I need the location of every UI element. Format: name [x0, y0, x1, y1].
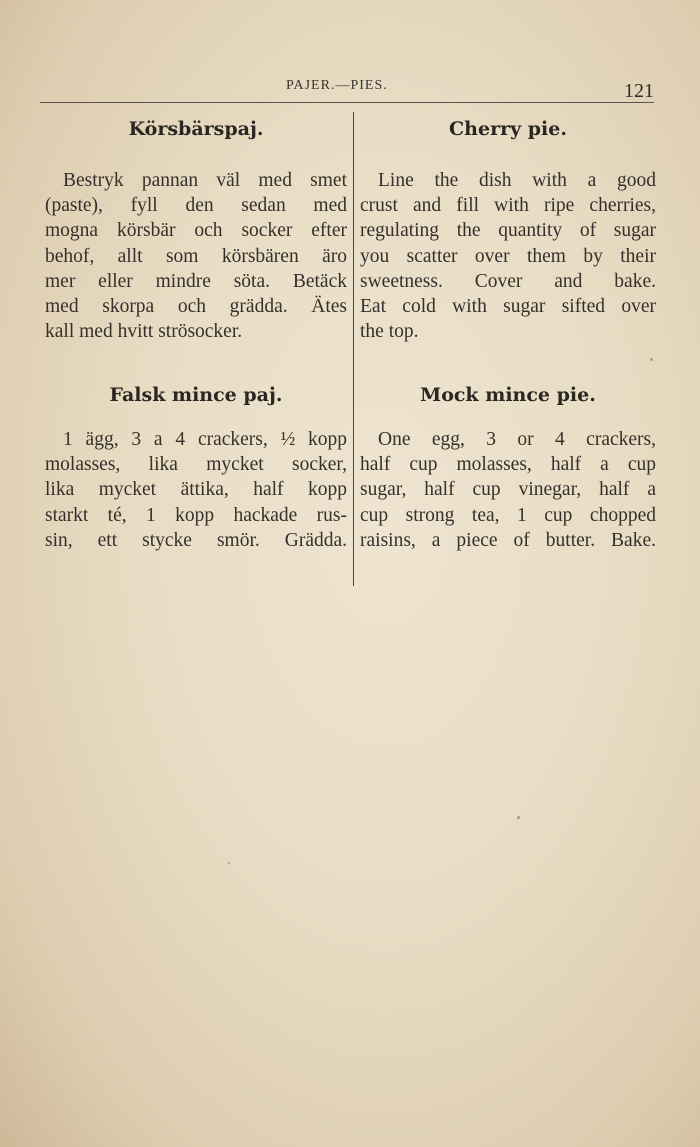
text-line: mogna körsbär och socker efter — [45, 220, 347, 242]
recipe-title-falsk-mince-paj: Falsk mince paj. — [109, 384, 283, 406]
text-line: One egg, 3 or 4 crackers, — [378, 429, 656, 450]
text-line: raisins, a piece of butter. Bake. — [360, 529, 656, 551]
recipe-title-korsbarspaj: Körsbärspaj. — [128, 118, 264, 140]
text-line: you scatter over them by their — [360, 245, 656, 267]
text-line: crust and fill with ripe cherries, — [360, 195, 656, 217]
text-line: Eat cold with sugar sifted over — [360, 296, 656, 318]
text-line: Line the dish with a good — [378, 170, 656, 191]
text-line: mer eller mindre söta. Betäck — [45, 270, 347, 292]
paper-speck — [517, 816, 520, 819]
recipe-text-cherry-pie — [360, 168, 656, 344]
text-line: (paste), fyll den sedan med — [45, 195, 347, 217]
header-rule — [40, 102, 654, 103]
text-line: behof, allt som körsbären äro — [45, 245, 347, 267]
text-line: regulating the quantity of sugar — [360, 220, 656, 242]
recipe-title-mock-mince-pie: Mock mince pie. — [420, 384, 596, 406]
text-line: half cup molasses, half a cup — [360, 454, 656, 476]
running-head: PAJER.—PIES. — [286, 78, 388, 93]
paper-speck — [650, 358, 653, 361]
text-line: molasses, lika mycket socker, — [45, 454, 347, 476]
recipe-text-falsk-mince-paj — [45, 427, 347, 553]
recipe-text-mock-mince-pie — [360, 427, 656, 553]
text-line: Bestryk pannan väl med smet — [63, 170, 347, 191]
column-divider — [353, 112, 354, 586]
text-line: the top. — [360, 321, 419, 343]
paper-speck — [228, 862, 230, 864]
text-line: kall med hvitt strösocker. — [45, 321, 243, 343]
text-line: sin, ett stycke smör. Grädda. — [45, 529, 347, 551]
text-line: starkt té, 1 kopp hackade rus- — [45, 504, 347, 526]
text-line: sweetness. Cover and bake. — [360, 270, 656, 292]
text-line: 1 ägg, 3 a 4 crackers, ½ kopp — [63, 429, 347, 450]
text-line: lika mycket ättika, half kopp — [45, 479, 347, 501]
text-line: med skorpa och grädda. Ätes — [45, 296, 347, 318]
text-line: cup strong tea, 1 cup chopped — [360, 504, 656, 526]
text-line: sugar, half cup vinegar, half a — [360, 479, 656, 501]
recipe-title-cherry-pie: Cherry pie. — [449, 118, 567, 140]
page-number: 121 — [624, 80, 654, 102]
recipe-text-korsbarspaj — [45, 168, 347, 344]
